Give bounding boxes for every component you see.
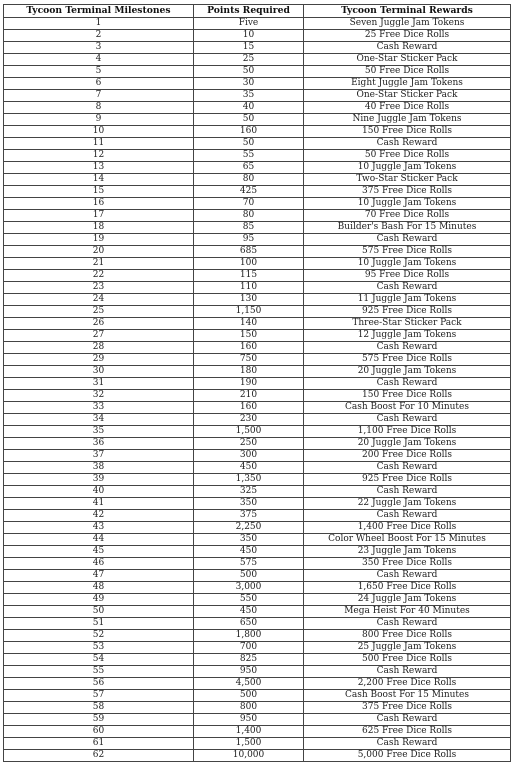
table-row: [4, 354, 511, 366]
points-cell: 70: [194, 198, 304, 210]
table-row: [4, 690, 511, 702]
reward-cell: 2,200 Free Dice Rolls: [304, 678, 511, 690]
milestone-cell: 21: [4, 258, 194, 270]
milestone-cell: 22: [4, 270, 194, 282]
reward-cell: Builder's Bash For 15 Minutes: [304, 222, 511, 234]
milestone-cell: 59: [4, 714, 194, 726]
reward-cell: 1,400 Free Dice Rolls: [304, 522, 511, 534]
reward-cell: 23 Juggle Jam Tokens: [304, 546, 511, 558]
reward-cell: 375 Free Dice Rolls: [304, 702, 511, 714]
points-cell: 4,500: [194, 678, 304, 690]
points-cell: 1,150: [194, 306, 304, 318]
milestone-cell: 31: [4, 378, 194, 390]
milestone-cell: 16: [4, 198, 194, 210]
points-cell: 50: [194, 114, 304, 126]
milestone-cell: 60: [4, 726, 194, 738]
points-cell: 50: [194, 66, 304, 78]
reward-cell: One-Star Sticker Pack: [304, 90, 511, 102]
table-body: [4, 18, 511, 762]
table-row: [4, 378, 511, 390]
reward-cell: 10 Juggle Jam Tokens: [304, 198, 511, 210]
milestone-cell: 33: [4, 402, 194, 414]
table-row: [4, 318, 511, 330]
points-cell: 550: [194, 594, 304, 606]
points-cell: 950: [194, 714, 304, 726]
milestone-cell: 37: [4, 450, 194, 462]
table-row: [4, 414, 511, 426]
table-row: [4, 702, 511, 714]
milestone-cell: 61: [4, 738, 194, 750]
reward-cell: Cash Reward: [304, 414, 511, 426]
reward-cell: 24 Juggle Jam Tokens: [304, 594, 511, 606]
milestone-cell: 20: [4, 246, 194, 258]
reward-cell: 50 Free Dice Rolls: [304, 66, 511, 78]
reward-cell: 12 Juggle Jam Tokens: [304, 330, 511, 342]
reward-cell: Cash Reward: [304, 738, 511, 750]
reward-cell: 22 Juggle Jam Tokens: [304, 498, 511, 510]
table-row: [4, 366, 511, 378]
milestone-cell: 41: [4, 498, 194, 510]
points-cell: 95: [194, 234, 304, 246]
milestone-cell: 57: [4, 690, 194, 702]
points-cell: 40: [194, 102, 304, 114]
milestone-cell: 45: [4, 546, 194, 558]
table-row: [4, 474, 511, 486]
milestone-cell: 4: [4, 54, 194, 66]
table-row: [4, 42, 511, 54]
table-row: [4, 642, 511, 654]
milestone-cell: 54: [4, 654, 194, 666]
points-cell: 210: [194, 390, 304, 402]
points-cell: 10,000: [194, 750, 304, 762]
table-row: [4, 498, 511, 510]
reward-cell: 20 Juggle Jam Tokens: [304, 366, 511, 378]
reward-cell: Cash Reward: [304, 342, 511, 354]
points-cell: 230: [194, 414, 304, 426]
table-row: [4, 18, 511, 30]
reward-cell: Two-Star Sticker Pack: [304, 174, 511, 186]
points-cell: 10: [194, 30, 304, 42]
table-row: [4, 630, 511, 642]
reward-cell: 20 Juggle Jam Tokens: [304, 438, 511, 450]
header-points-required: Points Required: [194, 5, 304, 18]
table-row: [4, 594, 511, 606]
points-cell: 1,500: [194, 738, 304, 750]
points-cell: 1,800: [194, 630, 304, 642]
reward-cell: 375 Free Dice Rolls: [304, 186, 511, 198]
table-row: [4, 54, 511, 66]
milestone-cell: 58: [4, 702, 194, 714]
reward-cell: 925 Free Dice Rolls: [304, 474, 511, 486]
table-row: [4, 618, 511, 630]
table-row: [4, 270, 511, 282]
table-row: [4, 666, 511, 678]
reward-cell: Cash Reward: [304, 570, 511, 582]
reward-cell: Cash Reward: [304, 378, 511, 390]
table-row: [4, 486, 511, 498]
table-row: [4, 450, 511, 462]
milestone-cell: 51: [4, 618, 194, 630]
table-row: [4, 174, 511, 186]
table-row: [4, 162, 511, 174]
header-milestones: Tycoon Terminal Milestones: [4, 5, 194, 18]
points-cell: 50: [194, 138, 304, 150]
reward-cell: Cash Reward: [304, 510, 511, 522]
milestone-cell: 47: [4, 570, 194, 582]
reward-cell: 575 Free Dice Rolls: [304, 354, 511, 366]
table-row: [4, 306, 511, 318]
table-row: [4, 606, 511, 618]
table-row: [4, 138, 511, 150]
milestone-cell: 35: [4, 426, 194, 438]
table-row: [4, 654, 511, 666]
milestone-cell: 19: [4, 234, 194, 246]
milestone-cell: 27: [4, 330, 194, 342]
points-cell: 1,350: [194, 474, 304, 486]
table-row: [4, 342, 511, 354]
reward-cell: 1,100 Free Dice Rolls: [304, 426, 511, 438]
points-cell: 825: [194, 654, 304, 666]
points-cell: 35: [194, 90, 304, 102]
reward-cell: Color Wheel Boost For 15 Minutes: [304, 534, 511, 546]
reward-cell: 200 Free Dice Rolls: [304, 450, 511, 462]
milestone-cell: 11: [4, 138, 194, 150]
milestone-cell: 8: [4, 102, 194, 114]
table-row: [4, 390, 511, 402]
reward-cell: Cash Reward: [304, 486, 511, 498]
table-row: [4, 546, 511, 558]
table-row: [4, 426, 511, 438]
reward-cell: Cash Boost For 10 Minutes: [304, 402, 511, 414]
reward-cell: Cash Boost For 15 Minutes: [304, 690, 511, 702]
milestone-cell: 40: [4, 486, 194, 498]
table-row: [4, 78, 511, 90]
table-row: [4, 102, 511, 114]
points-cell: Five: [194, 18, 304, 30]
table-row: [4, 66, 511, 78]
reward-cell: 150 Free Dice Rolls: [304, 390, 511, 402]
milestone-cell: 34: [4, 414, 194, 426]
reward-cell: Three-Star Sticker Pack: [304, 318, 511, 330]
table-row: [4, 330, 511, 342]
milestone-cell: 52: [4, 630, 194, 642]
reward-cell: Eight Juggle Jam Tokens: [304, 78, 511, 90]
reward-cell: Cash Reward: [304, 234, 511, 246]
reward-cell: Mega Heist For 40 Minutes: [304, 606, 511, 618]
points-cell: 30: [194, 78, 304, 90]
points-cell: 115: [194, 270, 304, 282]
reward-cell: 350 Free Dice Rolls: [304, 558, 511, 570]
points-cell: 150: [194, 330, 304, 342]
milestone-cell: 28: [4, 342, 194, 354]
reward-cell: 50 Free Dice Rolls: [304, 150, 511, 162]
milestone-cell: 42: [4, 510, 194, 522]
milestone-cell: 14: [4, 174, 194, 186]
reward-cell: 11 Juggle Jam Tokens: [304, 294, 511, 306]
milestone-cell: 23: [4, 282, 194, 294]
table-row: [4, 510, 511, 522]
milestone-cell: 62: [4, 750, 194, 762]
reward-cell: 25 Juggle Jam Tokens: [304, 642, 511, 654]
reward-cell: Cash Reward: [304, 138, 511, 150]
points-cell: 700: [194, 642, 304, 654]
reward-cell: Cash Reward: [304, 42, 511, 54]
points-cell: 80: [194, 210, 304, 222]
table-row: [4, 402, 511, 414]
table-row: [4, 714, 511, 726]
milestone-cell: 39: [4, 474, 194, 486]
points-cell: 450: [194, 546, 304, 558]
points-cell: 350: [194, 534, 304, 546]
table-row: [4, 246, 511, 258]
reward-cell: 5,000 Free Dice Rolls: [304, 750, 511, 762]
milestone-cell: 1: [4, 18, 194, 30]
points-cell: 500: [194, 570, 304, 582]
table-row: [4, 750, 511, 762]
reward-cell: Seven Juggle Jam Tokens: [304, 18, 511, 30]
points-cell: 65: [194, 162, 304, 174]
table-row: [4, 570, 511, 582]
reward-cell: Cash Reward: [304, 714, 511, 726]
milestones-table: [3, 4, 511, 762]
table-row: [4, 90, 511, 102]
milestone-cell: 12: [4, 150, 194, 162]
points-cell: 950: [194, 666, 304, 678]
points-cell: 685: [194, 246, 304, 258]
points-cell: 650: [194, 618, 304, 630]
table-row: [4, 210, 511, 222]
reward-cell: 1,650 Free Dice Rolls: [304, 582, 511, 594]
reward-cell: 800 Free Dice Rolls: [304, 630, 511, 642]
table-row: [4, 462, 511, 474]
points-cell: 55: [194, 150, 304, 162]
table-row: [4, 114, 511, 126]
milestone-cell: 48: [4, 582, 194, 594]
reward-cell: Cash Reward: [304, 618, 511, 630]
table-row: [4, 294, 511, 306]
milestone-cell: 15: [4, 186, 194, 198]
points-cell: 500: [194, 690, 304, 702]
points-cell: 160: [194, 342, 304, 354]
points-cell: 325: [194, 486, 304, 498]
points-cell: 15: [194, 42, 304, 54]
points-cell: 3,000: [194, 582, 304, 594]
table-row: [4, 738, 511, 750]
points-cell: 300: [194, 450, 304, 462]
milestone-cell: 25: [4, 306, 194, 318]
reward-cell: 150 Free Dice Rolls: [304, 126, 511, 138]
milestone-cell: 5: [4, 66, 194, 78]
points-cell: 250: [194, 438, 304, 450]
reward-cell: 925 Free Dice Rolls: [304, 306, 511, 318]
points-cell: 85: [194, 222, 304, 234]
points-cell: 100: [194, 258, 304, 270]
points-cell: 190: [194, 378, 304, 390]
points-cell: 2,250: [194, 522, 304, 534]
points-cell: 750: [194, 354, 304, 366]
milestone-cell: 29: [4, 354, 194, 366]
milestone-cell: 18: [4, 222, 194, 234]
table-row: [4, 234, 511, 246]
milestone-cell: 56: [4, 678, 194, 690]
milestone-cell: 44: [4, 534, 194, 546]
points-cell: 800: [194, 702, 304, 714]
milestone-cell: 46: [4, 558, 194, 570]
points-cell: 1,500: [194, 426, 304, 438]
milestone-cell: 6: [4, 78, 194, 90]
points-cell: 450: [194, 462, 304, 474]
reward-cell: Cash Reward: [304, 282, 511, 294]
milestone-cell: 36: [4, 438, 194, 450]
milestone-cell: 7: [4, 90, 194, 102]
points-cell: 140: [194, 318, 304, 330]
table-row: [4, 198, 511, 210]
milestone-cell: 38: [4, 462, 194, 474]
milestone-cell: 24: [4, 294, 194, 306]
reward-cell: 40 Free Dice Rolls: [304, 102, 511, 114]
reward-cell: Cash Reward: [304, 462, 511, 474]
table-row: [4, 150, 511, 162]
reward-cell: 95 Free Dice Rolls: [304, 270, 511, 282]
table-row: [4, 678, 511, 690]
milestone-cell: 55: [4, 666, 194, 678]
table-row: [4, 438, 511, 450]
points-cell: 450: [194, 606, 304, 618]
reward-cell: Nine Juggle Jam Tokens: [304, 114, 511, 126]
milestone-cell: 13: [4, 162, 194, 174]
reward-cell: Cash Reward: [304, 666, 511, 678]
reward-cell: 10 Juggle Jam Tokens: [304, 258, 511, 270]
reward-cell: 575 Free Dice Rolls: [304, 246, 511, 258]
table-row: [4, 126, 511, 138]
points-cell: 160: [194, 402, 304, 414]
points-cell: 375: [194, 510, 304, 522]
points-cell: 350: [194, 498, 304, 510]
milestone-cell: 9: [4, 114, 194, 126]
milestone-cell: 43: [4, 522, 194, 534]
table-row: [4, 726, 511, 738]
points-cell: 80: [194, 174, 304, 186]
points-cell: 160: [194, 126, 304, 138]
header-rewards: Tycoon Terminal Rewards: [304, 5, 511, 18]
milestone-cell: 49: [4, 594, 194, 606]
table-row: [4, 258, 511, 270]
milestone-cell: 10: [4, 126, 194, 138]
points-cell: 180: [194, 366, 304, 378]
milestone-cell: 30: [4, 366, 194, 378]
milestone-cell: 50: [4, 606, 194, 618]
points-cell: 25: [194, 54, 304, 66]
points-cell: 130: [194, 294, 304, 306]
points-cell: 110: [194, 282, 304, 294]
points-cell: 425: [194, 186, 304, 198]
table-row: [4, 582, 511, 594]
milestone-cell: 2: [4, 30, 194, 42]
milestone-cell: 53: [4, 642, 194, 654]
table-row: [4, 186, 511, 198]
milestone-cell: 26: [4, 318, 194, 330]
reward-cell: 500 Free Dice Rolls: [304, 654, 511, 666]
reward-cell: 10 Juggle Jam Tokens: [304, 162, 511, 174]
reward-cell: One-Star Sticker Pack: [304, 54, 511, 66]
table-row: [4, 282, 511, 294]
reward-cell: 25 Free Dice Rolls: [304, 30, 511, 42]
table-row: [4, 522, 511, 534]
table-row: [4, 534, 511, 546]
points-cell: 575: [194, 558, 304, 570]
points-cell: 1,400: [194, 726, 304, 738]
reward-cell: 625 Free Dice Rolls: [304, 726, 511, 738]
table-header-row: [4, 5, 511, 18]
table-row: [4, 558, 511, 570]
milestone-cell: 3: [4, 42, 194, 54]
table-row: [4, 30, 511, 42]
reward-cell: 70 Free Dice Rolls: [304, 210, 511, 222]
milestones-table-container: [3, 4, 510, 762]
milestone-cell: 17: [4, 210, 194, 222]
table-row: [4, 222, 511, 234]
milestone-cell: 32: [4, 390, 194, 402]
